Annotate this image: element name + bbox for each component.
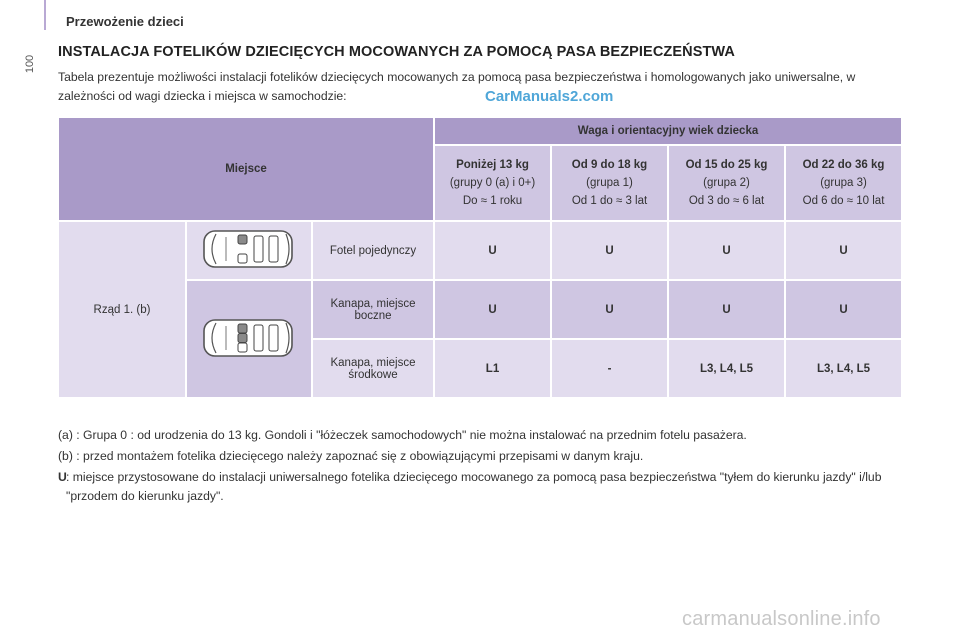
cell-r1-c1: U	[551, 280, 668, 339]
seat-type-bench-center: Kanapa, miejsce środkowe	[312, 339, 434, 398]
seat-type-single: Fotel pojedynczy	[312, 221, 434, 280]
footnote-u-key: U	[58, 470, 67, 484]
group-header-2: Od 15 do 25 kg (grupa 2) Od 3 do ≈ 6 lat	[668, 145, 785, 221]
page-number: 100	[24, 54, 37, 74]
car-single-seat-icon	[202, 228, 296, 270]
page-title: INSTALACJA FOTELIKÓW DZIECIĘCYCH MOCOWANYCH ZA POMOCĄ PASA BEZPIECZEŃSTWA	[58, 44, 735, 60]
cell-r2-c3: L3, L4, L5	[785, 339, 902, 398]
cell-r2-c2: L3, L4, L5	[668, 339, 785, 398]
footnote-b: (b) : przed montażem fotelika dziecięcego należy zapoznać się z obowiązującymi przepisami w danym kraju.	[58, 449, 644, 463]
footnotes	[58, 426, 908, 508]
intro-paragraph: Tabela prezentuje możliwości instalacji fotelików dziecięcych mocowanych za pomocą pasa bezpieczeństwa i homologowanych jako uniwersalne, w zależności od wagi dziecka i miejsca w samochodzie:	[58, 70, 856, 103]
section-header: Przewożenie dzieci	[66, 14, 184, 29]
cell-r0-c3: U	[785, 221, 902, 280]
group-header-3: Od 22 do 36 kg (grupa 3) Od 6 do ≈ 10 lat	[785, 145, 902, 221]
watermark-carmanuals2: CarManuals2.com	[485, 88, 614, 105]
cell-r1-c3: U	[785, 280, 902, 339]
cell-r0-c1: U	[551, 221, 668, 280]
car-diagram-bench	[186, 280, 312, 398]
footnote-u	[58, 468, 908, 506]
seat-type-bench-side: Kanapa, miejsce boczne	[312, 280, 434, 339]
car-diagram-single-seat	[186, 221, 312, 280]
weight-header: Waga i orientacyjny wiek dziecka	[434, 117, 902, 145]
watermark-carmanualsonline: carmanualsonline.info	[682, 608, 881, 630]
group-header-1: Od 9 do 18 kg (grupa 1) Od 1 do ≈ 3 lat	[551, 145, 668, 221]
cell-r1-c2: U	[668, 280, 785, 339]
cell-r1-c0: U	[434, 280, 551, 339]
group-header-0: Poniżej 13 kg (grupy 0 (a) i 0+) Do ≈ 1 roku	[434, 145, 551, 221]
row-label: Rząd 1. (b)	[58, 221, 186, 398]
footnote-u-text: : miejsce przystosowane do instalacji uniwersalnego fotelika dziecięcego mocowanego za pomocą pasa bezpieczeństwa "tyłem do kierunku jazdy" i/lub "przodem do kierunku jazdy".	[66, 470, 882, 503]
car-bench-seat-icon	[202, 317, 296, 359]
cell-r0-c2: U	[668, 221, 785, 280]
section-marker-bar	[44, 0, 46, 30]
cell-r2-c1: -	[551, 339, 668, 398]
child-seat-table	[57, 116, 903, 399]
place-header: Miejsce	[58, 117, 434, 221]
table-row	[58, 221, 902, 280]
cell-r2-c0: L1	[434, 339, 551, 398]
footnote-a: (a) : Grupa 0 : od urodzenia do 13 kg. Gondoli i "łóżeczek samochodowych" nie można instalować na przednim fotelu pasażera.	[58, 428, 747, 442]
cell-r0-c0: U	[434, 221, 551, 280]
